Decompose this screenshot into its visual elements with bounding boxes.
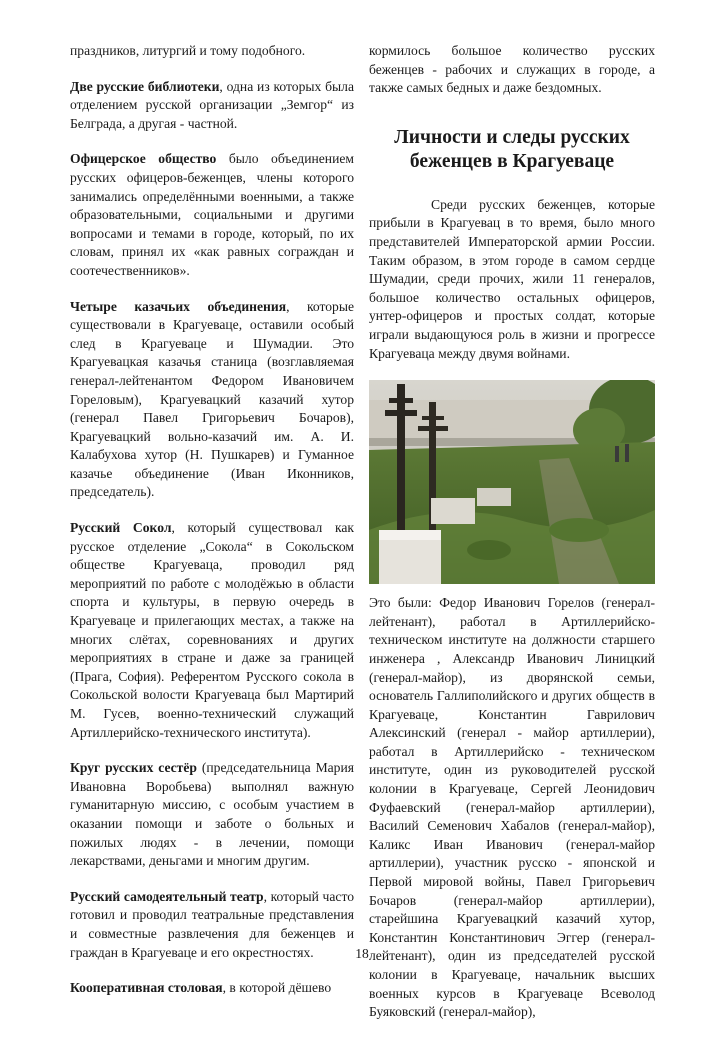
paragraph-canteen-continuation: кормилось большое количество русских беженцев - рабочих и служащих в городе, а также самых бедных и даже бездомных. [369,43,655,96]
paragraph-refugees-intro: Среди русских беженцев, которые прибыли в Крагуевац в то время, было много представителей Императорской армии России. Таким образом, в этом городе в самом сердце Шумадии, среди прочих, жили 11 генералов, большое количество остальных офицеров, унтер-офицеров и простых солдат, которые играли выдающуюся роль в жизни и прогрессе Крагуеваца между двумя войнами. [369,196,655,361]
cemetery-photo-illustration [369,380,655,584]
page-number: 18 [355,946,369,961]
paragraph-sisters-circle: Круг русских сестёр (председательница Мария Ивановна Воробьева) выполнял важную гуманитарную миссию, с особым участием в оказании помощи и заботе о больных и пожилых людях - в лечении, помощи лекарствами, деньгами и многим другим. [70,760,355,869]
paragraph-continuation: праздников, литургий и тому подобного. [70,43,306,58]
paragraph-cossack-associations: Четыре казачьих объединения, которые существовали в Крагуеваце, оставили особый след в Крагуеваце и Шумадии. Это Крагуевацкая казачья станица (возглавляемая генерал-лейтенантом Федором Ивановичем Гореловым), Крагуевацкий казачий хутор (генерал Павел Григорьевич Бочаров), Крагуевацкий вольно-казачий им. А. И. Калабухова хутор (Н. Пушкарев) и Гуманное казачье объединение (Иван Иконников, председатель). [70,298,354,500]
paragraph-libraries: Две русские библиотеки, одна из которых была отделением русской организации „Земгор“ из Белграда, а другая - частной. [70,78,354,131]
paragraph-officers-society: Офицерское общество было объединением русских офицеров-беженцев, члены которого занимались определёнными военными, а также образовательными, социальными и другими вопросами и темами в городе, который, по их словам, принял их «как равных сограждан и соотечественников». [70,151,354,278]
right-column [369,42,655,1039]
cemetery-photo [369,380,655,584]
left-column [70,42,354,1015]
paragraph-russian-sokol: Русский Сокол, который существовал как русское отделение „Сокола“ в Сокольском обществе Крагуеваца, проводил ряд мероприятий по работе с молодёжью в области спорта и культуры, в первую очередь в Крагуеваце и прилегающих местах, а также на многих слётах, соревнованиях и других мероприятиях в стране и даже за границей (Прага, София). Референтом Русского сокола в Сокольской волости Крагуеваца был Мартирий М. Гусев, военно-технический служащий Артиллерийско-технического института). [70,520,354,740]
paragraph-cooperative-canteen: Кооперативная столовая, в которой дёшево [70,980,332,996]
paragraph-amateur-theatre: Русский самодеятельный театр, который часто готовил и проводил театральные представления и совместные развлечения для беженцев и граждан в Крагуеваце и его окрестностях. [70,888,355,960]
paragraph-generals-list: Это были: Федор Иванович Горелов (генерал-лейтенант), работал в Артиллерийско-техническом институте на должности старшего инженера , Александр Иванович Линицкий (генерал-майор), из дворянской семьи, основатель Галлиполийского и других обществ в Крагуеваце, Константин Гаврилович Алексинский (генерал - майор артиллерии), работал в Артиллерийско - техническом институте, один из руководителей русской колонии в Крагуеваце, Сергей Леонидович Фуфаевский (генерал-майор артиллерии), Василий Семенович Хабалов (генерал-майор), Каликс Иван Иванович (генерал-майор артиллерии), участник русско - японской и Первой мировой войны, Павел Григорьевич Бочаров (генерал-майор артиллерии), старейшина Крагуевацкий казачий хутор, Константин Константинович Эггер (генерал-лейтенант), один из председателей русской колонии в Крагуеваце, начальник высших военных курсов в Крагуеваце Всеволод Буяковский (генерал-майор), [369,595,655,1020]
section-title: Личности и следы русских беженцев в Крагуеваце [394,126,630,172]
